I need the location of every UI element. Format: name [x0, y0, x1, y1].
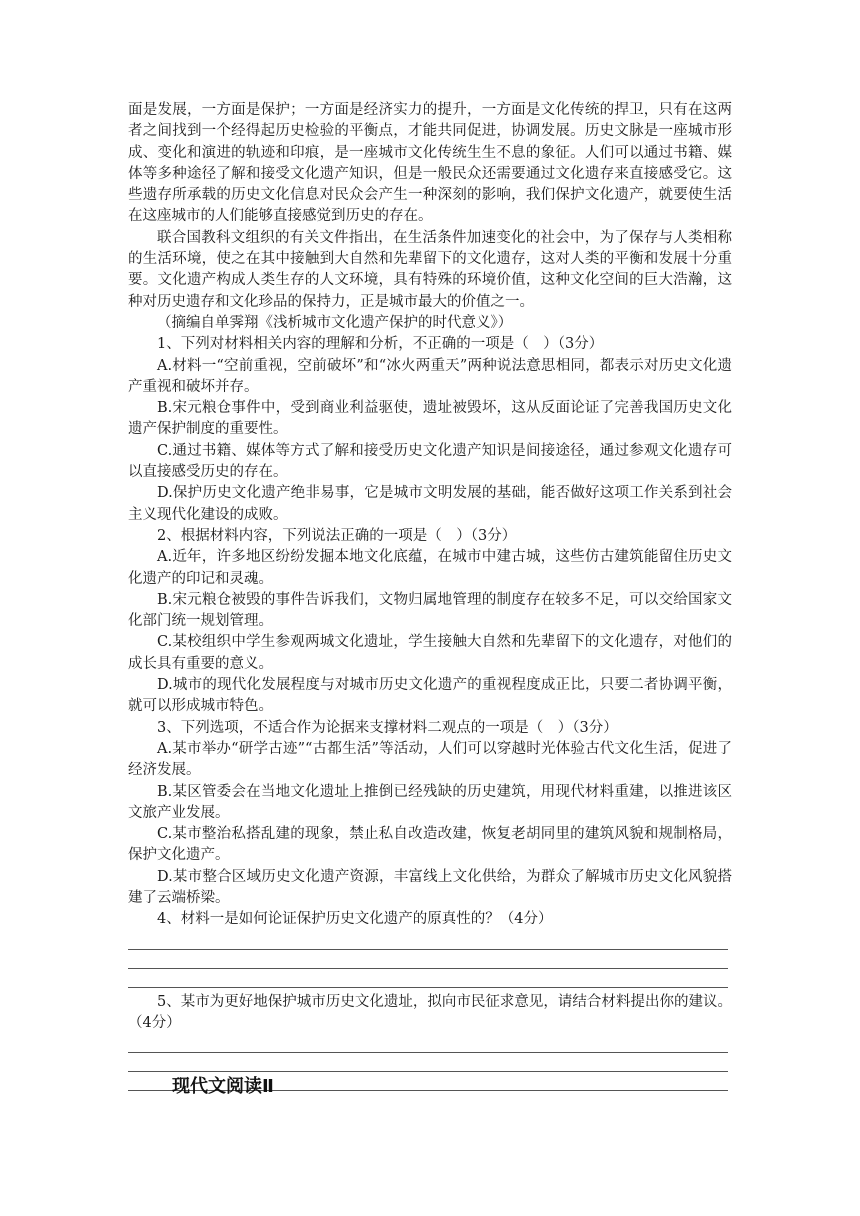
question-1-stem: 1、下列对材料相关内容的理解和分析，不正确的一项是（ ）（3分）: [157, 336, 604, 353]
answer-line[interactable]: [128, 950, 728, 969]
question-3-option-d: D.某市整合区域历史文化遗产资源，丰富线上文化供给，为群众了解城市历史文化风貌搭建了云端桥梁。: [128, 868, 732, 906]
question-4-stem: 4、材料一是如何论证保护历史文化遗产的原真性的？（4分）: [157, 911, 553, 928]
question-1-option-d: D.保护历史文化遗产绝非易事，它是城市文明发展的基础，能否做好这项工作关系到社会主义现代化建设的成败。: [128, 485, 732, 523]
section-heading: 现代文阅读Ⅱ: [172, 1076, 274, 1097]
question-3-option-b: B.某区管委会在当地文化遗址上推倒已经残缺的历史建筑，用现代材料重建，以推进该区文旅产业发展。: [128, 783, 732, 821]
answer-line[interactable]: [128, 1053, 728, 1072]
question-2-option-a: A.近年，许多地区纷纷发掘本地文化底蕴，在城市中建古城，这些仿古建筑能留住历史文化遗产的印记和灵魂。: [128, 549, 732, 587]
answer-line[interactable]: [128, 1034, 728, 1053]
question-1-option-a: A.材料一“空前重视，空前破坏”和“冰火两重天”两种说法意思相同，都表示对历史文化遗产重视和破坏并存。: [128, 357, 732, 395]
question-3-option-c: C.某市整治私搭乱建的现象，禁止私自改造改建，恢复老胡同里的建筑风貌和规制格局，保护文化遗产。: [128, 826, 732, 864]
passage-text: [128, 100, 732, 1091]
question-2-option-d: D.城市的现代化发展程度与对城市历史文化遗产的重视程度成正比，只要二者协调平衡，就可以形成城市特色。: [128, 677, 732, 715]
question-2-option-b: B.宋元粮仓被毁的事件告诉我们，文物归属地管理的制度存在较多不足，可以交给国家文化部门统一规划管理。: [128, 591, 732, 630]
answer-line[interactable]: [128, 969, 728, 988]
question-1-option-c: C.通过书籍、媒体等方式了解和接受历史文化遗产知识是间接途径，通过参观文化遗存可以直接感受历史的存在。: [128, 442, 732, 481]
passage-paragraph-2: 联合国教科文组织的有关文件指出，在生活条件加速变化的社会中，为了保存与人类相称的生活环境，使之在其中接触到大自然和先辈留下的文化遗存，这对人类的平衡和发展十分重要。文化遗产构成人类生存的人文环境，具有特殊的环境价值，这种文化空间的巨大浩瀚，这种对历史遗存和文化珍品的保持力，正是城市最大的价值之一。: [128, 229, 732, 310]
question-2-option-c: C.某校组织中学生参观两城文化遗址，学生接触大自然和先辈留下的文化遗存，对他们的成长具有重要的意义。: [128, 634, 732, 672]
question-2-stem: 2、根据材料内容，下列说法正确的一项是（ ）（3分）: [157, 527, 517, 544]
passage-paragraph-1: 面是发展，一方面是保护；一方面是经济实力的提升，一方面是文化传统的捍卫，只有在这两者之间找到一个经得起历史检验的平衡点，才能共同促进，协调发展。历史文脉是一座城市形成、变化和演进的轨迹和印痕，是一座城市文化传统生生不息的象征。人们可以通过书籍、媒体等多种途径了解和接受文化遗产知识，但是一般民众还需要通过文化遗存来直接感受它。这些遗存所承载的历史文化信息对民众会产生一种深刻的影响，我们保护文化遗产，就要使生活在这座城市的人们能够直接感觉到历史的存在。: [128, 102, 732, 225]
question-5-stem: 5、某市为更好地保护城市历史文化遗址，拟向市民征求意见，请结合材料提出你的建议。（4分）: [128, 993, 732, 1031]
question-1-option-b: B.宋元粮仓事件中，受到商业利益驱使，遗址被毁坏，这从反面论证了完善我国历史文化遗产保护制度的重要性。: [128, 400, 732, 438]
passage-source: （摘编自单霁翔《浅析城市文化遗产保护的时代意义》）: [157, 314, 513, 331]
question-3-option-a: A.某市举办“研学古迹”“古都生活”等活动，人们可以穿越时光体验古代文化生活，促进了经济发展。: [128, 740, 732, 779]
question-3-stem: 3、下列选项，不适合作为论据来支撑材料二观点的一项是（ ）（3分）: [157, 719, 618, 736]
question-4-answer-area[interactable]: [128, 931, 732, 988]
answer-line[interactable]: [128, 931, 728, 950]
